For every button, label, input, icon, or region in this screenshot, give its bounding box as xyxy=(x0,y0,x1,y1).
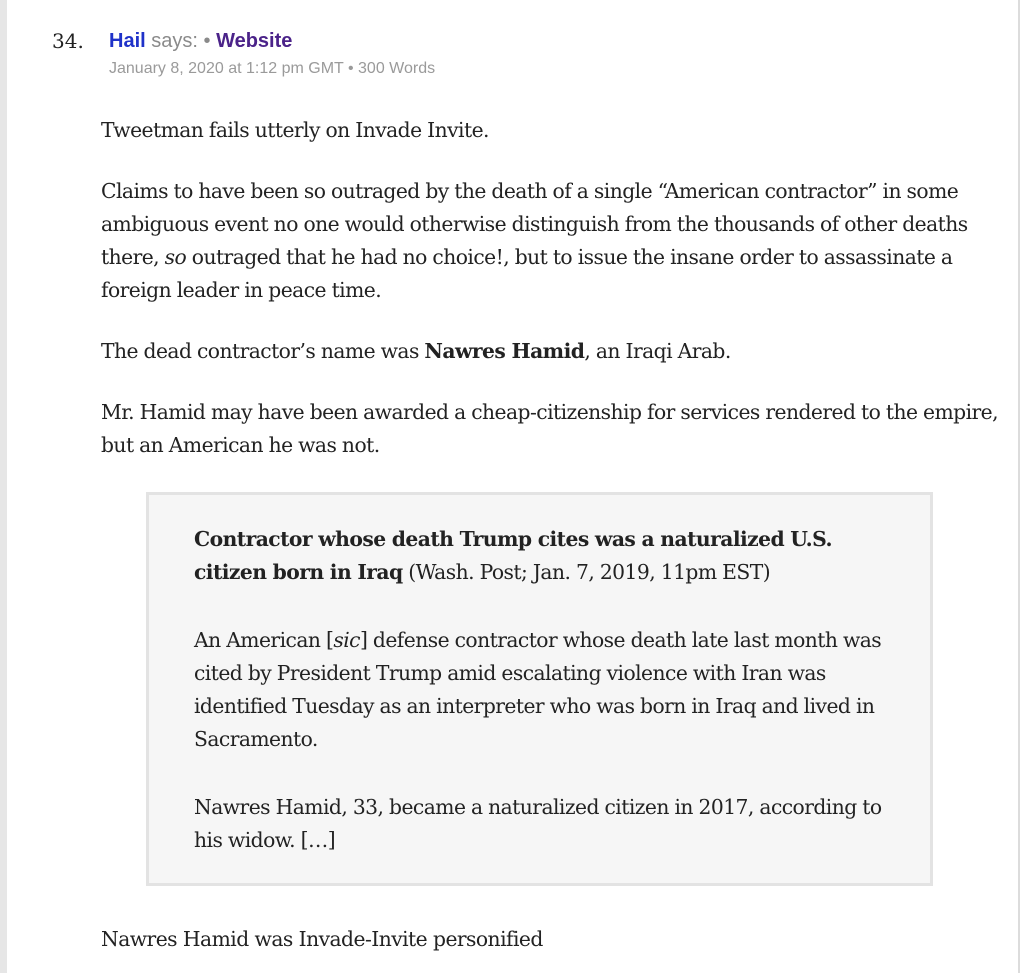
left-border xyxy=(0,0,7,973)
quote-paragraph-1-text-a: An American [ xyxy=(194,628,334,652)
meta-separator: • xyxy=(347,60,354,77)
body-paragraph-2-emphasis: so xyxy=(164,245,187,269)
comment-header xyxy=(109,29,292,53)
header-separator: • xyxy=(203,30,211,52)
quote-paragraph-2: Nawres Hamid, 33, became a naturalized citizen in 2017, according to his widow. […] xyxy=(194,795,882,852)
quote-paragraph-1-text-b: ] defense contractor whose death late last month was cited by President Trump amid escalating violence with Iran was identified Tuesday as an interpreter who was born in Iraq and lived in Sacramento. xyxy=(194,628,882,751)
blockquote xyxy=(146,492,933,886)
body-paragraph-2-text-a: Claims to have been so outraged by the death of a single “American contractor” in some ambiguous event no one would otherwise distinguish from the thousands of other deaths there, xyxy=(101,179,968,269)
quote-source: (Wash. Post; Jan. 7, 2019, 11pm EST) xyxy=(402,560,771,584)
body-paragraph-1: Tweetman fails utterly on Invade Invite. xyxy=(101,118,489,142)
body-paragraph-3 xyxy=(101,335,1001,368)
quote-headline-paragraph xyxy=(194,523,890,589)
quote-headline: Contractor whose death Trump cites was a naturalized U.S. citizen born in Iraq xyxy=(194,527,832,584)
closing-paragraph: Nawres Hamid was Invade-Invite personified xyxy=(101,927,543,951)
says-label: says: xyxy=(151,30,198,52)
body-paragraph-3-text-a: The dead contractor’s name was xyxy=(101,339,425,363)
body-paragraph-3-text-b: , an Iraqi Arab. xyxy=(584,339,731,363)
website-link[interactable]: Website xyxy=(216,30,293,52)
body-paragraph-2 xyxy=(101,175,1001,307)
body-paragraph-3-bold: Nawres Hamid xyxy=(424,339,585,363)
word-count: 300 Words xyxy=(358,60,436,77)
comment-number: 34. xyxy=(52,29,84,53)
body-paragraph-4: Mr. Hamid may have been awarded a cheap-citizenship for services rendered to the empire, but an American he was not. xyxy=(101,400,999,457)
author-link[interactable]: Hail xyxy=(109,30,146,52)
right-border xyxy=(1018,0,1020,973)
quote-paragraph-1-emphasis: sic xyxy=(333,628,360,652)
body-paragraph-2-text-b: outraged that he had no choice!, but to issue the insane order to assassinate a foreign leader in peace time. xyxy=(101,245,953,302)
comment-date[interactable]: January 8, 2020 at 1:12 pm GMT xyxy=(109,60,344,77)
quote-paragraph-1 xyxy=(194,624,890,756)
comment-body xyxy=(101,114,1001,490)
comment-meta xyxy=(109,60,435,78)
